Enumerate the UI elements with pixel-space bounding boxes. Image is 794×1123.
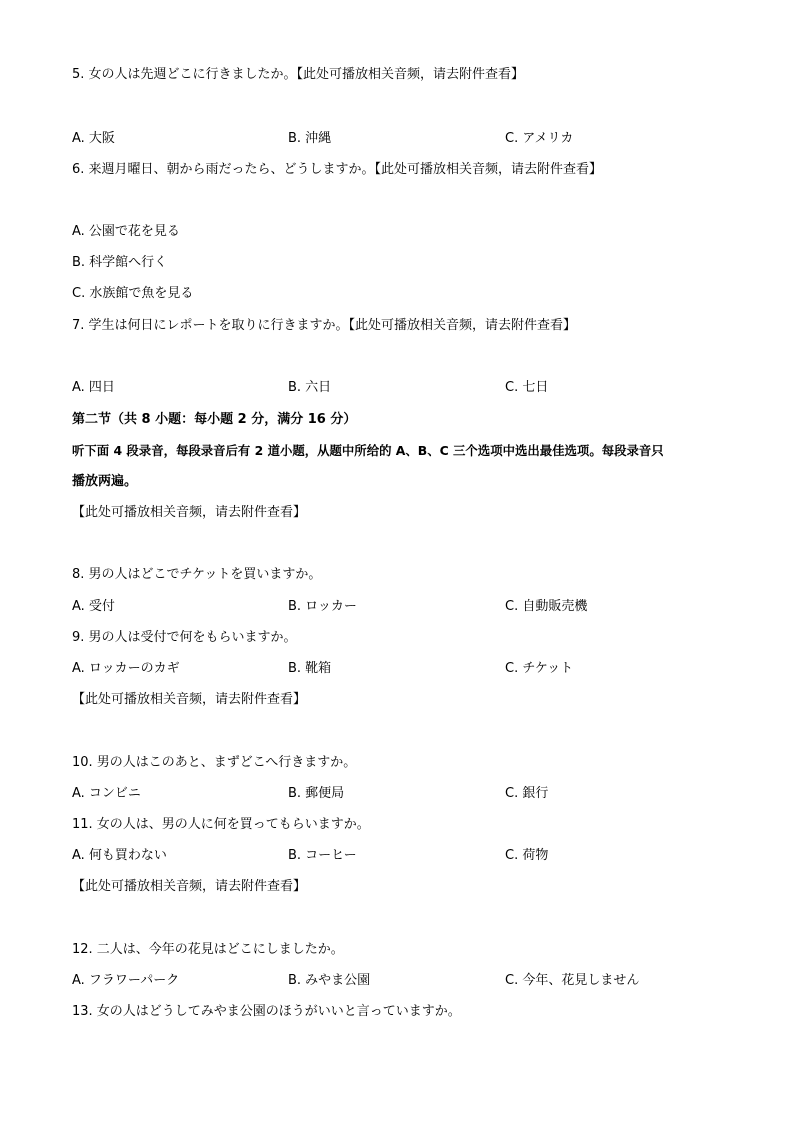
question-12-option-a: A. フラワーパーク xyxy=(72,973,180,988)
question-10-option-c: C. 銀行 xyxy=(505,786,549,801)
section-2-title: 第二节（共 8 小题：每小题 2 分，满分 16 分） xyxy=(72,412,357,427)
question-13: 13. 女の人はどうしてみやま公園のほうがいいと言っていますか。 xyxy=(72,1004,461,1019)
question-7-option-a: A. 四日 xyxy=(72,380,115,395)
section-2-instruction-line-1: 听下面 4 段录音，每段录音后有 2 道小题，从题中所给的 A、B、C 三个选项中选出最佳选项。每段录音只 xyxy=(72,443,664,458)
question-8: 8. 男の人はどこでチケットを買いますか。 xyxy=(72,567,322,582)
question-5-option-a: A. 大阪 xyxy=(72,131,115,146)
question-6: 6. 来週月曜日、朝から雨だったら、どうしますか。【此处可播放相关音频，请去附件查看】 xyxy=(72,162,603,177)
question-9: 9. 男の人は受付で何をもらいますか。 xyxy=(72,630,297,645)
question-7-option-b: B. 六日 xyxy=(288,380,332,395)
question-7-option-c: C. 七日 xyxy=(505,380,549,395)
section-2-instruction-line-2: 播放两遍。 xyxy=(72,474,138,489)
question-6-option-c: C. 水族館で魚を見る xyxy=(72,286,194,301)
question-8-option-b: B. ロッカー xyxy=(288,599,357,614)
question-11-option-a: A. 何も買わない xyxy=(72,848,167,863)
question-8-option-a: A. 受付 xyxy=(72,599,115,614)
audio-note-2: 【此处可播放相关音频，请去附件查看】 xyxy=(72,692,307,707)
question-12: 12. 二人は、今年の花見はどこにしましたか。 xyxy=(72,942,344,957)
question-5: 5. 女の人は先週どこに行きましたか。【此处可播放相关音频，请去附件查看】 xyxy=(72,67,525,82)
question-5-option-c: C. アメリカ xyxy=(505,131,574,146)
question-12-option-c: C. 今年、花見しません xyxy=(505,973,640,988)
question-11: 11. 女の人は、男の人に何を買ってもらいますか。 xyxy=(72,817,370,832)
question-9-option-b: B. 靴箱 xyxy=(288,661,332,676)
audio-note-1: 【此处可播放相关音频，请去附件查看】 xyxy=(72,505,307,520)
question-12-option-b: B. みやま公園 xyxy=(288,973,371,988)
question-5-option-b: B. 沖縄 xyxy=(288,131,332,146)
question-6-option-a: A. 公園で花を見る xyxy=(72,224,180,239)
audio-note-3: 【此处可播放相关音频，请去附件查看】 xyxy=(72,879,307,894)
question-8-option-c: C. 自動販売機 xyxy=(505,599,588,614)
question-9-option-a: A. ロッカーのカギ xyxy=(72,661,180,676)
question-6-option-b: B. 科学館へ行く xyxy=(72,255,168,270)
question-11-option-b: B. コーヒー xyxy=(288,848,357,863)
question-10-option-a: A. コンビニ xyxy=(72,786,141,801)
question-7: 7. 学生は何日にレポートを取りに行きますか。【此处可播放相关音频，请去附件查看】 xyxy=(72,318,577,333)
question-10-option-b: B. 郵便局 xyxy=(288,786,345,801)
question-10: 10. 男の人はこのあと、まずどこへ行きますか。 xyxy=(72,755,357,770)
question-11-option-c: C. 荷物 xyxy=(505,848,549,863)
question-9-option-c: C. チケット xyxy=(505,661,574,676)
